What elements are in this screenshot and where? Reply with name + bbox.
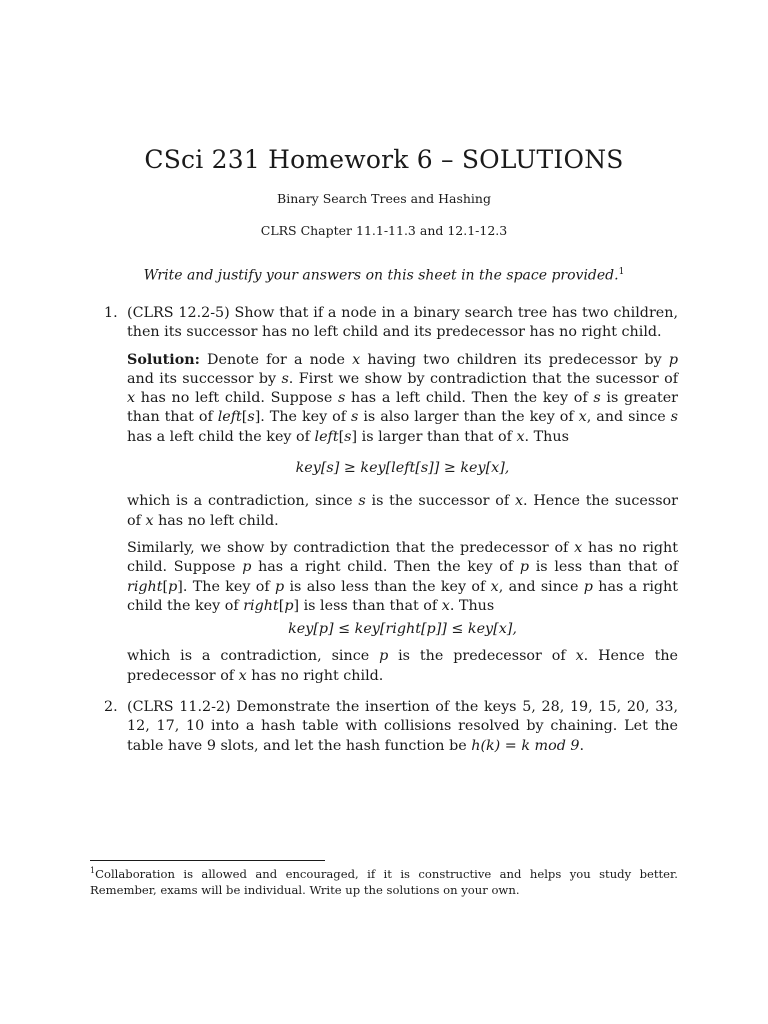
solution-label: Solution: (127, 351, 200, 368)
footnote-text: Collaboration is allowed and encouraged, if it is constructive and helps you study better. Remember, exams will be individual. Write up the solutions on your own. (90, 866, 678, 897)
instructions-text: Write and justify your answers on this sheet in the space provided. (143, 267, 619, 284)
solution-paragraph-3: Similarly, we show by contradiction that the predecessor of x has no right child. Suppose p has a right child. Then the key of p is less than that of right[p]. The key of p is also less than the key of x, and since p has a right child the key of right[p] is less than that of x. Thus (127, 539, 678, 614)
problem-statement: (CLRS 12.2-5) Show that if a node in a binary search tree has two children, then its successor has no left child and its predecessor has no right child. (127, 305, 678, 341)
solution-paragraph-4: which is a contradiction, since p is the predecessor of x. Hence the predecessor of x has no right child. (127, 648, 678, 684)
problem-1 (104, 304, 678, 686)
instructions (0, 267, 768, 284)
page-subtitle: Binary Search Trees and Hashing (277, 191, 491, 206)
solution-paragraph-1: Solution: Denote for a node x having two children its predecessor by p and its successor by s. First we show by contradiction that the sucessor of x has no left child. Suppose s has a left child. Then the key of s is greater than that of left[s]. The key of s is also larger than the key of x, and since s has a left child the key of left[s] is larger than that of x. Thus (127, 351, 678, 445)
page-title: CSci 231 Homework 6 – SOLUTIONS (144, 145, 624, 174)
chapter-reference: CLRS Chapter 11.1-11.3 and 12.1-12.3 (260, 223, 508, 238)
problem-number: 1. (104, 305, 118, 321)
solution-paragraph-2: which is a contradiction, since s is the successor of x. Hence the sucessor of x has no left child. (127, 493, 678, 529)
statement-text: (CLRS 11.2-2) Demonstrate the insertion of the keys 5, 28, 19, 15, 20, 33, 12, 17, 10 into a hash table with collisions resolved by chaining. Let the table have 9 slots, and let the hash function be (127, 699, 678, 754)
statement-end: . (579, 737, 585, 754)
problem-list (104, 304, 678, 768)
problem-number: 2. (104, 699, 118, 716)
footnote (90, 863, 678, 898)
problem-2 (104, 698, 678, 756)
footnote-number: 1 (90, 866, 96, 875)
equation-predecessor: key[p] ≤ key[right[p]] ≤ key[x], (288, 621, 517, 638)
footnote-divider (90, 860, 325, 861)
hash-function: h(k) = k mod 9 (471, 737, 580, 754)
footnote-marker: 1 (618, 267, 625, 277)
equation-successor: key[s] ≥ key[left[s]] ≥ key[x], (295, 460, 510, 477)
problem-statement (127, 698, 678, 756)
